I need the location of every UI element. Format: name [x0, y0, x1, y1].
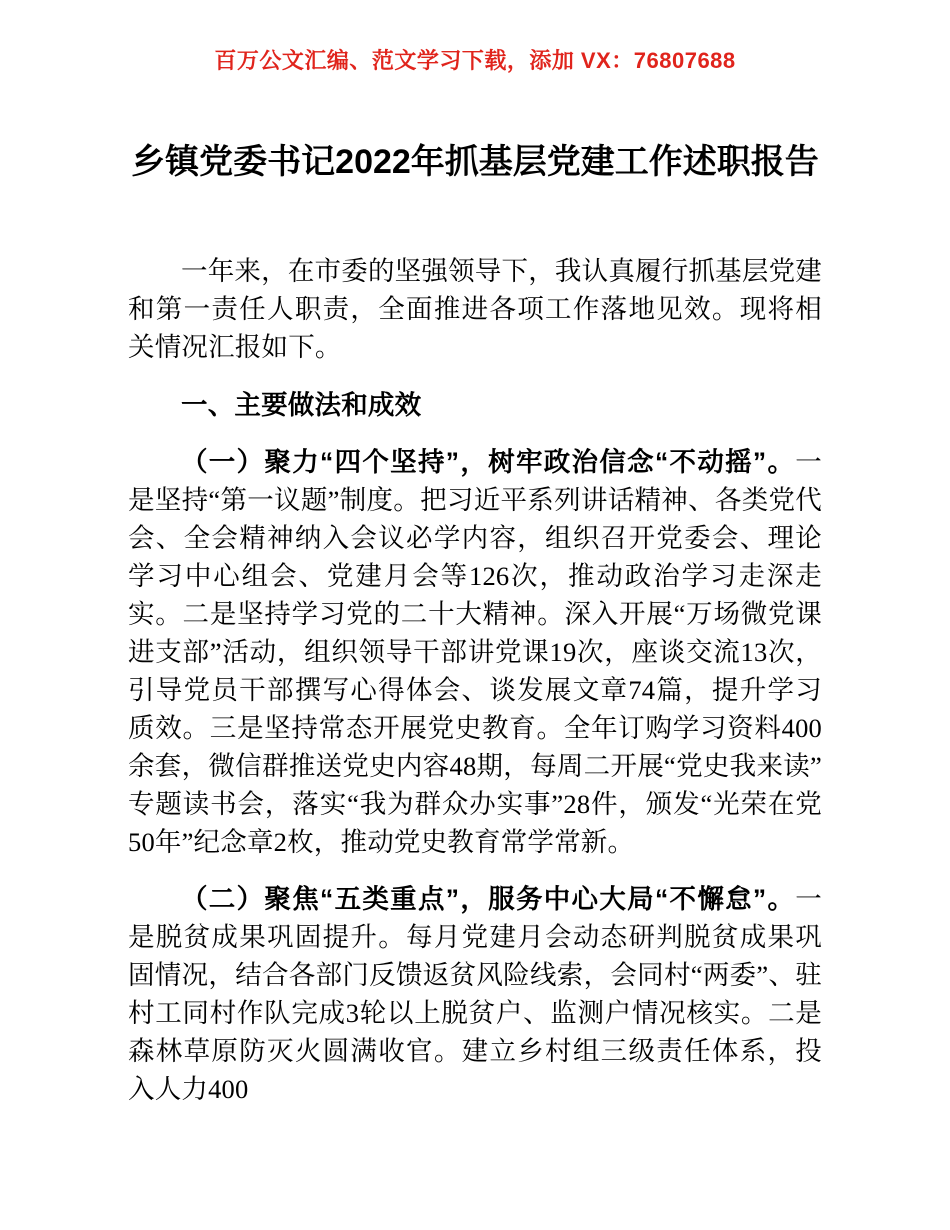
paragraph-spacer: [128, 424, 822, 443]
subsection-2-paragraph: [128, 880, 822, 1108]
intro-paragraph: 一年来，在市委的坚强领导下，我认真履行抓基层党建和第一责任人职责，全面推进各项工作落地见效。现将相关情况汇报如下。: [128, 256, 822, 362]
paragraph-spacer: [128, 366, 822, 386]
subsection-2-body: 一是脱贫成果巩固提升。每月党建月会动态研判脱贫成果巩固情况，结合各部门反馈返贫风险线索，会同村“两委”、驻村工同村作队完成3轮以上脱贫户、监测户情况核实。二是森林草原防灭火圆满收官。建立乡村组三级责任体系，投入人力400: [128, 884, 822, 1104]
document-body: [128, 252, 822, 1108]
page-title: 乡镇党委书记2022年抓基层党建工作述职报告: [131, 142, 819, 181]
subsection-2-heading: （二）聚焦“五类重点”，服务中心大局“不懈怠”。: [181, 884, 796, 914]
subsection-1-heading: （一）聚力“四个坚持”，树牢政治信念“不动摇”。: [181, 447, 796, 477]
promo-header-text: 百万公文汇编、范文学习下载，添加 VX：76807688: [214, 48, 736, 73]
subsection-1-body: 一是坚持“第一议题”制度。把习近平系列讲话精神、各类党代会、全会精神纳入会议必学内容，组织召开党委会、理论学习中心组会、党建月会等126次，推动政治学习走深走实。二是坚持学习党的二十大精神。深入开展“万场微党课进支部”活动，组织领导干部讲党课19次，座谈交流13次，引导党员干部撰写心得体会、谈发展文章74篇，提升学习质效。三是坚持常态开展党史教育。全年订购学习资料400余套，微信群推送党史内容48期，每周二开展“党史我来读”专题读书会，落实“我为群众办实事”28件，颁发“光荣在党50年”纪念章2枚，推动党史教育常学常新。: [128, 447, 822, 857]
section-heading-1: 一、主要做法和成效: [181, 390, 422, 420]
paragraph-spacer: [128, 861, 822, 880]
subsection-1-paragraph: [128, 443, 822, 861]
